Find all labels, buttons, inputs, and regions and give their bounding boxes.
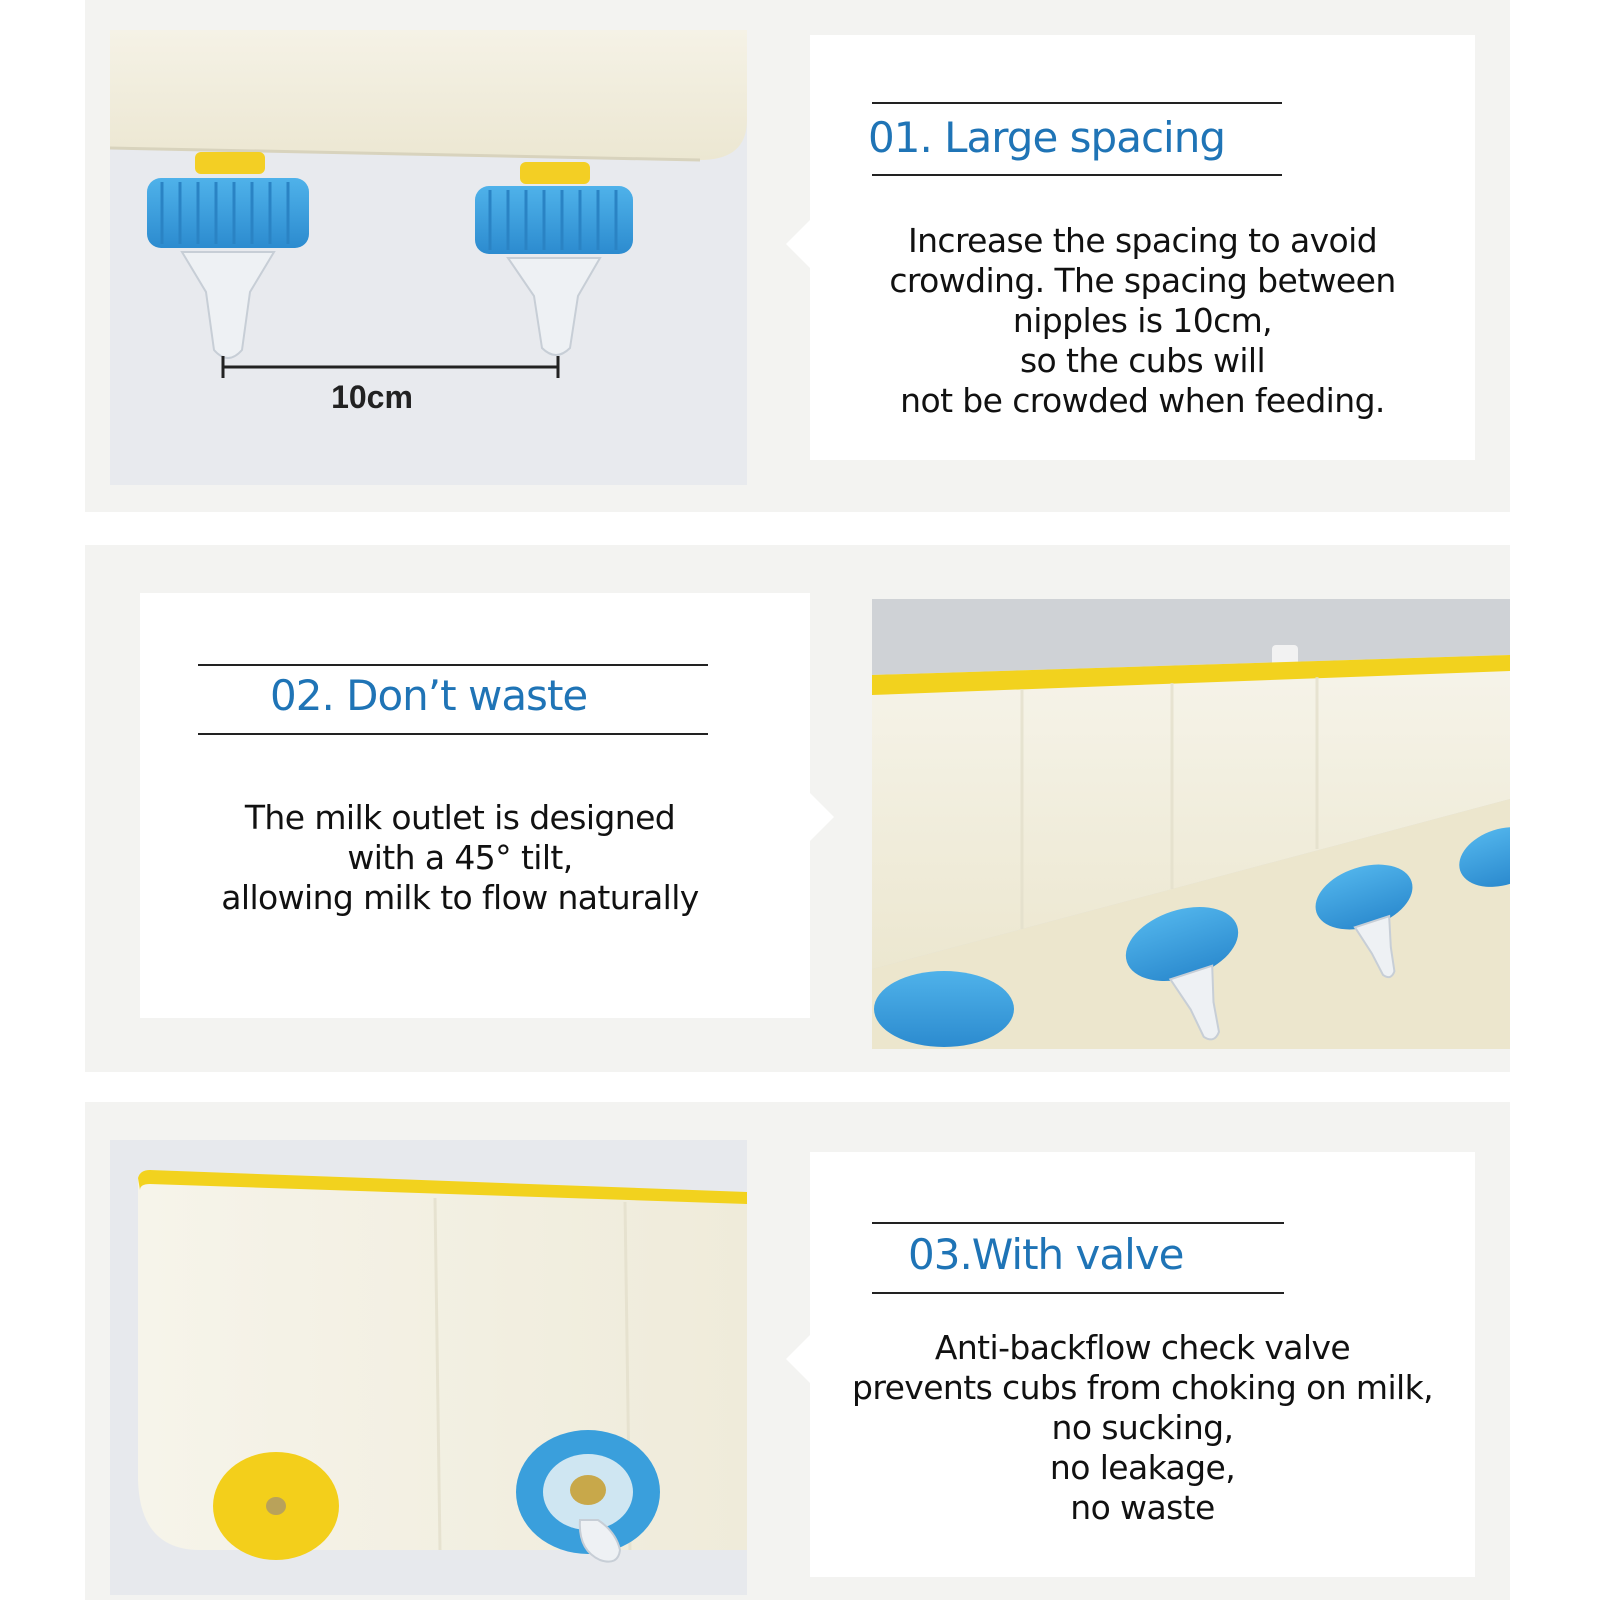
panel-3-top-rule [872, 1222, 1284, 1224]
panel-1-bottom-rule [872, 174, 1282, 176]
panel-1-card [810, 35, 1475, 460]
panel-3-body: Anti-backflow check valve prevents cubs from choking on milk, no sucking, no leakage, no waste [852, 1328, 1433, 1527]
panel-3-bottom-rule [872, 1292, 1284, 1294]
panel-3-photo [110, 1140, 747, 1595]
feeder-tilt-illustration [872, 599, 1510, 1049]
panel-1-heading: 01. Large spacing [868, 113, 1225, 162]
panel-1-photo [110, 30, 747, 485]
panel-3-heading: 03.With valve [908, 1230, 1184, 1279]
spacing-measure-label: 10cm [331, 379, 413, 415]
panel-2-bottom-rule [198, 733, 708, 735]
panel-3-card [810, 1152, 1475, 1577]
panel-2-top-rule [198, 664, 708, 666]
panel-2-heading: 02. Don’t waste [270, 671, 588, 720]
panel-2-photo [872, 599, 1510, 1049]
yellow-plug-icon [213, 1452, 339, 1560]
panel-1-body: Increase the spacing to avoid crowding. The spacing between nipples is 10cm, so the cubs will not be crowded when feeding. [889, 221, 1396, 420]
feeder-valve-illustration [110, 1140, 747, 1595]
panel-2-body: The milk outlet is designed with a 45° tilt, allowing milk to flow naturally [221, 798, 699, 917]
panel-1-top-rule [872, 102, 1282, 104]
feeder-spacing-illustration [110, 30, 747, 485]
tilted-nipple-1-icon [874, 971, 1014, 1047]
panel-2-card [140, 593, 810, 1018]
